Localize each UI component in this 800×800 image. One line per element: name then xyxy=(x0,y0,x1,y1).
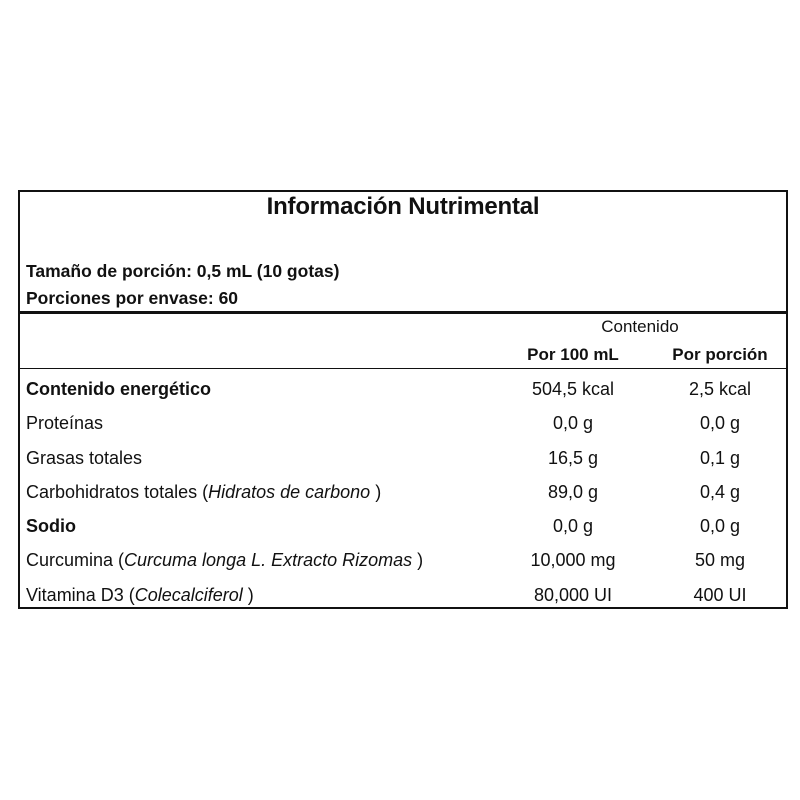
nutrient-name-group xyxy=(26,550,423,571)
nutrient-name: Grasas totales xyxy=(26,447,143,468)
column-header-per-100ml: Por 100 mL xyxy=(527,345,619,364)
nutrient-name: Sodio xyxy=(26,516,76,537)
value-per-100ml: 16,5 g xyxy=(547,447,599,468)
value-per-serving: 0,0 g xyxy=(699,516,741,537)
nutrient-note-close: ) xyxy=(242,584,254,605)
value-per-100ml: 80,000 UI xyxy=(533,584,613,605)
column-header-per-serving: Por porción xyxy=(672,345,768,364)
value-per-serving: 400 UI xyxy=(693,584,747,605)
serving-info xyxy=(26,258,339,312)
nutrient-note-close: ) xyxy=(412,550,424,571)
table-row xyxy=(20,545,786,579)
value-per-serving: 0,4 g xyxy=(699,481,741,502)
table-row xyxy=(20,477,786,511)
value-per-100ml: 504,5 kcal xyxy=(531,379,615,399)
table-row xyxy=(20,408,786,442)
table-row xyxy=(20,443,786,477)
value-per-serving: 2,5 kcal xyxy=(688,379,752,399)
nutrient-note: Curcuma longa L. Extracto Rizomas xyxy=(124,550,413,571)
nutrient-name-group xyxy=(26,482,381,503)
value-per-100ml: 0,0 g xyxy=(552,516,594,537)
nutrient-note: Hidratos de carbono xyxy=(208,481,371,502)
nutrient-name-group xyxy=(26,585,254,606)
nutrient-note: Colecalciferol xyxy=(134,584,243,605)
nutrient-name: Carbohidratos totales ( xyxy=(26,481,209,502)
value-per-serving: 0,1 g xyxy=(699,447,741,468)
serving-size: Tamaño de porción: 0,5 mL (10 gotas) xyxy=(26,261,340,281)
table-row xyxy=(20,511,786,545)
nutrient-name: Vitamina D3 ( xyxy=(26,584,135,605)
value-per-100ml: 0,0 g xyxy=(552,413,594,434)
nutrient-note-close: ) xyxy=(370,481,382,502)
thick-divider xyxy=(20,311,786,314)
value-per-serving: 50 mg xyxy=(694,550,746,571)
table-title: Información Nutrimental xyxy=(266,193,540,220)
nutrient-name: Contenido energético xyxy=(26,379,212,399)
column-group-header: Contenido xyxy=(601,317,679,336)
header-divider xyxy=(20,368,786,369)
value-per-serving: 0,0 g xyxy=(699,413,741,434)
value-per-100ml: 10,000 mg xyxy=(530,550,616,571)
nutrient-rows xyxy=(20,374,786,614)
servings-per-container: Porciones por envase: 60 xyxy=(26,288,239,308)
nutrition-facts-table xyxy=(18,190,788,609)
table-row xyxy=(20,580,786,614)
value-per-100ml: 89,0 g xyxy=(547,481,599,502)
nutrient-name: Curcumina ( xyxy=(26,550,125,571)
nutrient-name: Proteínas xyxy=(26,413,104,434)
table-row xyxy=(20,374,786,408)
